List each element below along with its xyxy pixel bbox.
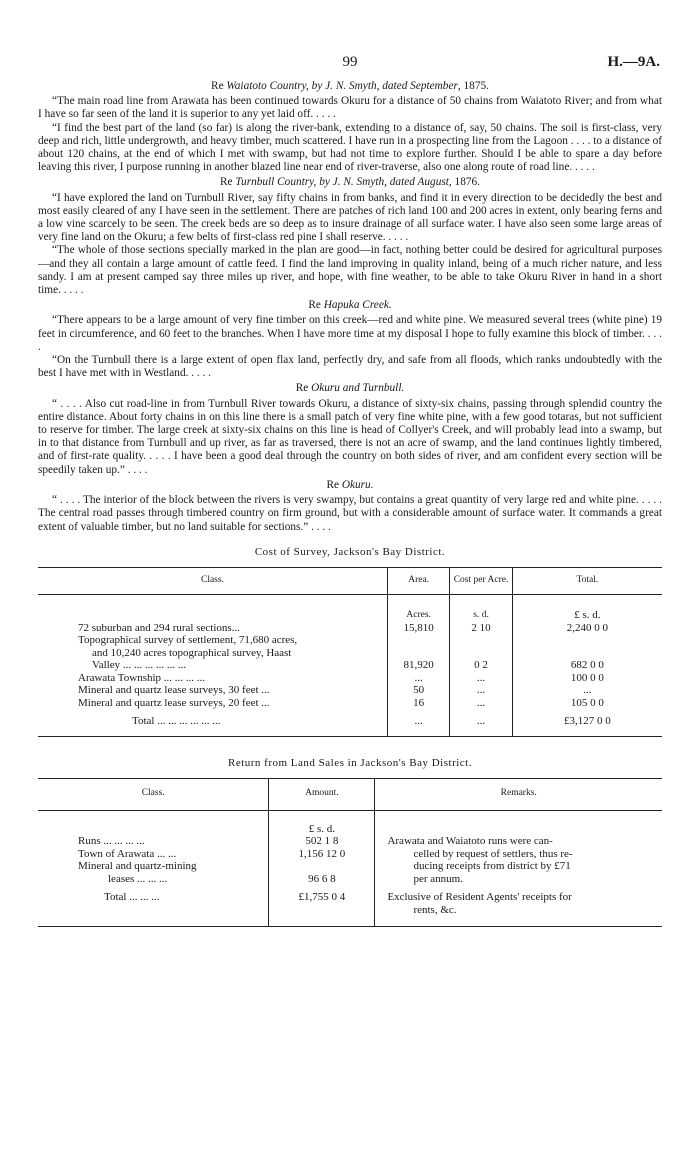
total-row [38, 709, 662, 736]
section-paragraph: “ . . . . Also cut road-line in from Turnbull River towards Okuru, a distance of sixty-six chains, passing through splendid country the entire distance. About forty chains in on this line there is a small patch of very fine white pine, with a few good totaras, but not sufficient to reserve for timber. The large creek at sixty-six chains on this line is head of Collyer's Creek, and will probably lead into a swamp, but in to that distance from Turnbull and up river, as far as traversed, there is not an acre of swamp, and the land continues lightly timbered, and of first-rate quality. . . . . I have been a good deal through the country on both sides of river, and am confident every section will be speedily taken up.” . . . . [38, 397, 662, 476]
units-area: Acres. [387, 595, 449, 622]
heading-prefix: Re [326, 478, 342, 491]
total-amount: £1,755 0 4 [269, 885, 375, 927]
total-label: Total ... ... ... [104, 891, 160, 904]
table-row [38, 835, 662, 848]
section-heading [38, 176, 662, 189]
row-cost: 2 10 [450, 622, 512, 635]
page-number: 99 [342, 54, 358, 70]
row-total: 105 0 0 [512, 697, 662, 710]
total-label: Total ... ... ... ... ... ... [132, 715, 221, 728]
document-code: H.—9A. [607, 54, 660, 70]
units-row [38, 810, 662, 835]
section-heading [38, 80, 662, 93]
row-class: Valley ... ... ... ... ... ... [92, 659, 187, 672]
row-area: 81,920 [387, 659, 449, 672]
table-row [38, 647, 662, 660]
section-paragraph: “I have explored the land on Turnbull River, say fifty chains in from banks, and find it in every direction to be decidedly the best and most easily cleared of any I have seen in the settlement. There are patches of rich land 100 and 200 acres in extent, only bearing ferns and a low vine scarcely to be seen. The creek beds are so deep as to insure drainage of all surface water. I have also seen some large areas of very fine land on the Okuru; a few belts of first-class red pine I shall reserve. . . . . [38, 191, 662, 244]
heading-subject: Okuru and Turnbull. [311, 382, 405, 395]
row-cost: ... [450, 697, 512, 710]
heading-prefix: Re [308, 299, 324, 312]
row-class: Runs ... ... ... ... [78, 835, 145, 848]
row-class: Topographical survey of settlement, 71,680 acres, [78, 634, 298, 647]
units-amount: £ s. d. [269, 810, 375, 835]
total-value: £3,127 0 0 [512, 709, 662, 736]
row-remarks: celled by request of settlers, thus re- [375, 848, 662, 861]
heading-suffix: , 1876. [448, 176, 480, 189]
cost-table-title: Cost of Survey, Jackson's Bay District. [254, 545, 446, 558]
row-remarks: ducing receipts from district by £71 [375, 860, 662, 873]
heading-prefix: Re [220, 176, 236, 189]
row-amount: 96 6 8 [269, 873, 375, 886]
row-total [512, 634, 662, 647]
row-area: 16 [387, 697, 449, 710]
section-heading [38, 479, 662, 492]
row-total: ... [512, 684, 662, 697]
row-amount: 1,156 12 0 [269, 848, 375, 861]
row-cost: ... [450, 684, 512, 697]
section-paragraph: “The whole of those sections specially marked in the plan are good—in fact, nothing better could be desired for agricultural purposes—and they all contain a large amount of cattle feed. I find the land improving in quality inland, being of a much richer nature, and less sandy. I am at present camped say three miles up river, and hope, with fine weather, to be able to take Okuru River in hand in a short time. . . . . [38, 244, 662, 297]
col-cost: Cost per Acre. [450, 567, 512, 595]
units-remarks [375, 810, 662, 835]
row-cost: 0 2 [450, 659, 512, 672]
document-body [38, 78, 662, 927]
total-remarks-line: rents, &c. [413, 903, 457, 916]
heading-suffix: , 1875. [457, 80, 489, 92]
col-class: Class. [38, 567, 387, 595]
row-class: Mineral and quartz lease surveys, 30 feet ... [78, 684, 270, 697]
table-row [38, 672, 662, 685]
units-row [38, 595, 662, 622]
sales-table-body [38, 810, 662, 927]
heading-subject: Waiatoto Country, by J. N. Smyth, dated September [226, 80, 458, 92]
heading-subject: Hapuka Creek. [323, 299, 392, 312]
units-total: £ s. d. [512, 595, 662, 622]
row-class: Arawata Township ... ... ... ... [78, 671, 206, 684]
heading-subject: Okuru. [341, 478, 374, 491]
units-cost: s. d. [450, 595, 512, 622]
total-area: ... [387, 709, 449, 736]
row-amount [269, 860, 375, 873]
row-area: 50 [387, 684, 449, 697]
cost-table-body [38, 595, 662, 737]
section-paragraph: “The main road line from Arawata has been continued towards Okuru for a distance of 50 chains from Waiatoto River; and from what I have so far seen of the land it is superior to any yet laid off. . . . . [38, 95, 662, 121]
total-row [38, 885, 662, 927]
section-paragraph: “There appears to be a large amount of very fine timber on this creek—red and white pine. We measured several trees (white pine) 19 feet in circumference, and 60 feet to the branches. When I have more time at my disposal I hope to fully examine this block of timber. . . . . [38, 314, 662, 353]
row-cost: ... [450, 672, 512, 685]
table-row [38, 622, 662, 635]
row-remarks: Arawata and Waiatoto runs were can- [375, 835, 662, 848]
row-total: 2,240 0 0 [512, 622, 662, 635]
row-class: Mineral and quartz lease surveys, 20 feet ... [78, 696, 270, 709]
heading-prefix: Re [295, 382, 312, 395]
row-area: 15,810 [387, 622, 449, 635]
row-amount: 502 1 8 [269, 835, 375, 848]
row-total [512, 647, 662, 660]
section-paragraph: “I find the best part of the land (so far) is along the river-bank, extending to a distance of, say, 50 chains. The soil is first-class, very deep and rich, little undergrowth, and heavy timber, much scattered. I have run in a prospecting line from the Lagoon . . . . to a distance of about 120 chains, at the end of which I met with swamp, but had not time to explore further. Should I be able to spare a day before leaving this river, I purpose running in another blazed line near end of river-traverse, also one along route of road line. . . . . [38, 121, 662, 174]
row-area: ... [387, 672, 449, 685]
col-sales-remarks: Remarks. [375, 779, 662, 811]
row-total: 100 0 0 [512, 672, 662, 685]
row-class: Town of Arawata ... ... [78, 847, 177, 860]
table-row [38, 697, 662, 710]
row-class: 72 suburban and 294 rural sections... [78, 621, 240, 634]
land-sales-table [38, 778, 662, 927]
table-row [38, 860, 662, 873]
total-remarks-line: Exclusive of Resident Agents' receipts for [387, 891, 572, 904]
row-remarks: per annum. [375, 873, 662, 886]
row-area [387, 647, 449, 660]
col-total: Total. [512, 567, 662, 595]
total-remarks [375, 885, 662, 927]
table-row [38, 659, 662, 672]
cost-of-survey-table [38, 567, 662, 737]
row-area [387, 634, 449, 647]
row-total: 682 0 0 [512, 659, 662, 672]
table-row [38, 634, 662, 647]
heading-subject: Turnbull Country, by J. N. Smyth, dated August [235, 176, 449, 189]
heading-prefix: Re [211, 80, 227, 92]
col-sales-class: Class. [38, 779, 269, 811]
row-cost [450, 647, 512, 660]
section-paragraph: “On the Turnbull there is a large extent of open flax land, perfectly dry, and safe from all floods, which ranks undoubtedly with the best I have met with in Westland. . . . . [38, 354, 662, 380]
table-row [38, 684, 662, 697]
units-class [38, 595, 387, 622]
section-heading [38, 299, 662, 312]
row-class: leases ... ... ... [108, 872, 168, 885]
report-sections [38, 80, 662, 534]
sales-table-title: Return from Land Sales in Jackson's Bay District. [227, 756, 472, 769]
row-cost [450, 634, 512, 647]
row-class: Mineral and quartz-mining [78, 860, 197, 873]
total-cost: ... [450, 709, 512, 736]
table-row [38, 873, 662, 886]
section-paragraph: “ . . . . The interior of the block between the rivers is very swampy, but contains a great quantity of very large red and white pine. . . . . The central road passes through timbered country on firm ground, but with a considerable amount of surface water. It commands a great extent of valuable timber, but no land suitable for sections.” . . . . [38, 494, 662, 533]
units-class [38, 810, 269, 835]
section-heading [38, 382, 662, 395]
row-class: and 10,240 acres topographical survey, Haast [92, 646, 292, 659]
col-area: Area. [387, 567, 449, 595]
col-sales-amount: Amount. [269, 779, 375, 811]
table-row [38, 848, 662, 861]
